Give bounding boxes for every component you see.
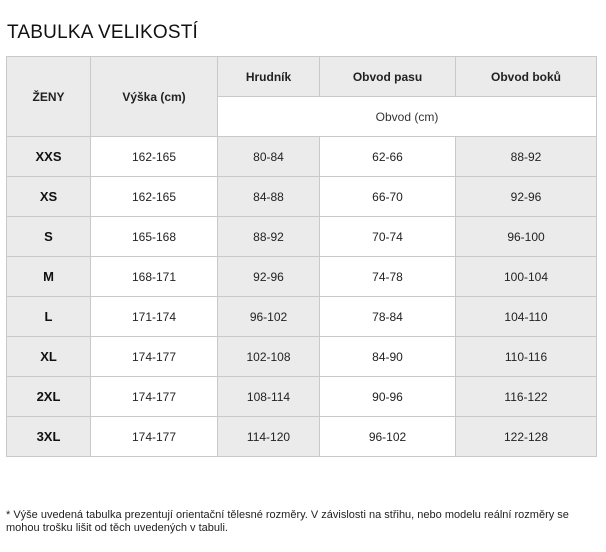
waist-cell: 66-70 [320,177,456,217]
size-cell: XL [7,337,91,377]
table-row [7,217,597,257]
footnote: * Výše uvedená tabulka prezentují orientační tělesné rozměry. V závislosti na střihu, nebo modelu reální rozměry se mohou trošku lišit od těch uvedených v tabuli. [6,509,569,534]
size-cell: XXS [7,137,91,177]
size-cell: S [7,217,91,257]
hips-cell: 92-96 [456,177,597,217]
height-cell: 168-171 [91,257,218,297]
height-cell: 174-177 [91,417,218,457]
hips-cell: 88-92 [456,137,597,177]
table-header-row [7,57,597,97]
size-table [6,56,597,457]
size-cell: XS [7,177,91,217]
table-row [7,377,597,417]
hips-cell: 96-100 [456,217,597,257]
hips-cell: 122-128 [456,417,597,457]
size-cell: 3XL [7,417,91,457]
chest-cell: 102-108 [218,337,320,377]
table-row [7,177,597,217]
chest-cell: 108-114 [218,377,320,417]
hips-cell: 100-104 [456,257,597,297]
chest-header: Hrudník [218,57,320,97]
waist-cell: 78-84 [320,297,456,337]
hips-cell: 110-116 [456,337,597,377]
table-row [7,297,597,337]
chest-cell: 88-92 [218,217,320,257]
chest-cell: 84-88 [218,177,320,217]
waist-cell: 74-78 [320,257,456,297]
table-row [7,257,597,297]
size-cell: 2XL [7,377,91,417]
hips-cell: 116-122 [456,377,597,417]
height-cell: 174-177 [91,337,218,377]
chest-cell: 114-120 [218,417,320,457]
height-cell: 165-168 [91,217,218,257]
unit-label: Obvod (cm) [218,97,597,137]
corner-label: ŽENY [7,57,91,137]
page-title: TABULKA VELIKOSTÍ [7,22,199,43]
table-row [7,417,597,457]
height-cell: 162-165 [91,137,218,177]
table-row [7,337,597,377]
waist-cell: 84-90 [320,337,456,377]
waist-cell: 96-102 [320,417,456,457]
height-cell: 174-177 [91,377,218,417]
size-cell: L [7,297,91,337]
chest-cell: 96-102 [218,297,320,337]
waist-cell: 90-96 [320,377,456,417]
waist-cell: 62-66 [320,137,456,177]
chest-cell: 80-84 [218,137,320,177]
table-row [7,137,597,177]
height-cell: 162-165 [91,177,218,217]
size-cell: M [7,257,91,297]
chest-cell: 92-96 [218,257,320,297]
waist-cell: 70-74 [320,217,456,257]
waist-header: Obvod pasu [320,57,456,97]
height-cell: 171-174 [91,297,218,337]
height-header: Výška (cm) [91,57,218,137]
hips-cell: 104-110 [456,297,597,337]
hips-header: Obvod boků [456,57,597,97]
